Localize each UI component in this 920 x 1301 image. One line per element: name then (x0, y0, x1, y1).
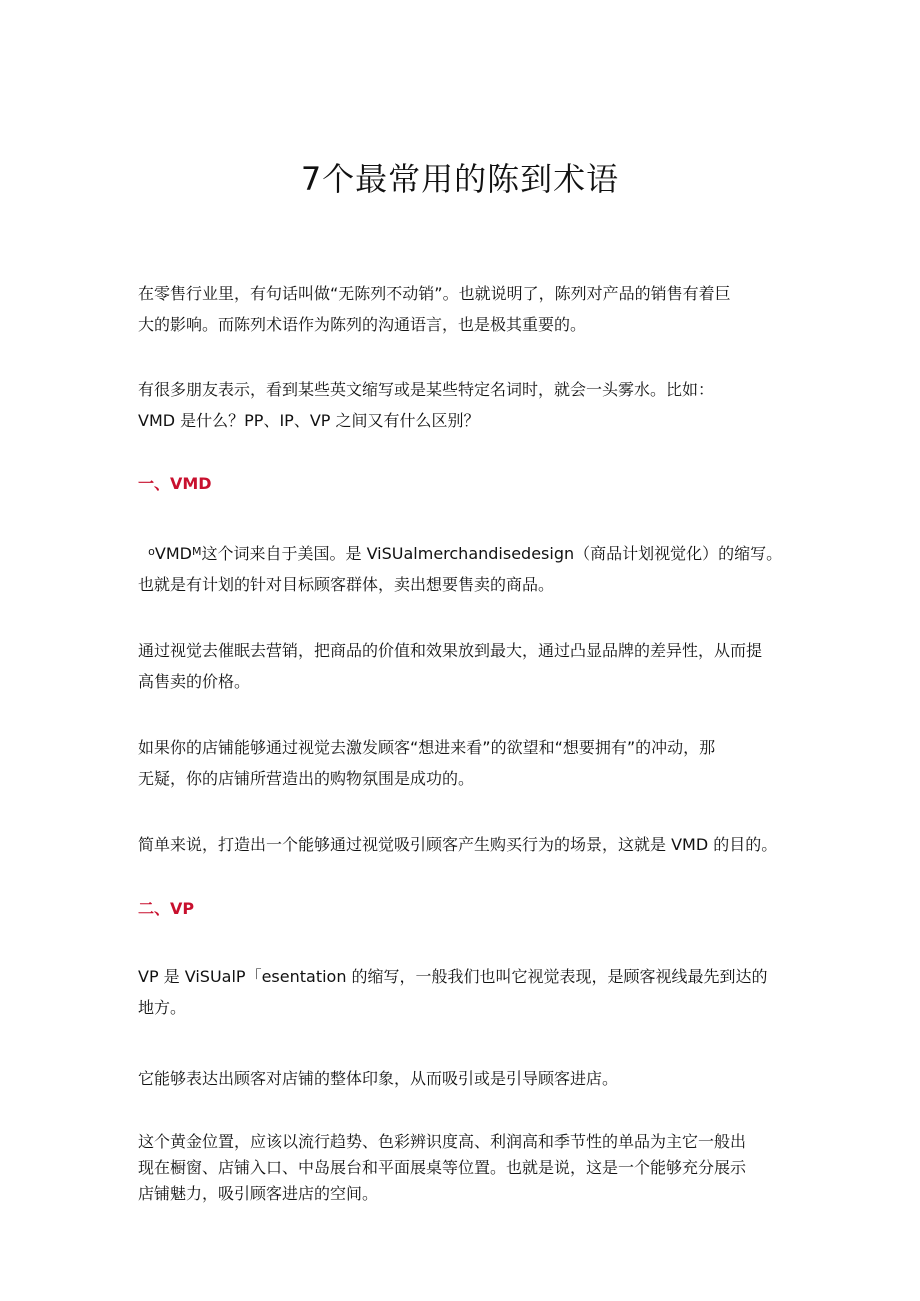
vmd-p1-line-1 (138, 538, 788, 569)
vmd-p2-line-1: 通过视觉去催眠去营销，把商品的价值和效果放到最大，通过凸显品牌的差异性，从而提 (138, 641, 763, 660)
question-line-2: VMD 是什么？PP、IP、VP 之间又有什么区别？ (138, 411, 480, 430)
vp-paragraph-1 (138, 961, 788, 1023)
vmd-small-mark-1: o (148, 545, 155, 558)
section-heading-vmd: 一、VMD (138, 474, 212, 493)
vp-p2-line-1: 它能够表达出顾客对店铺的整体印象，从而吸引或是引导顾客进店。 (138, 1069, 619, 1088)
vmd-small-mark-2: M (191, 545, 202, 558)
vmd-paragraph-4 (138, 829, 788, 860)
vp-p1-line-2: 地方。 (138, 998, 187, 1017)
question-paragraph (138, 374, 788, 436)
vmd-p2-line-2: 高售卖的价格。 (138, 672, 251, 691)
vp-paragraph-2 (138, 1063, 788, 1094)
section-heading-vp: 二、VP (138, 899, 195, 918)
document-title: 7个最常用的陈到术语 (300, 160, 620, 198)
vp-p3-line-1: 这个黄金位置，应该以流行趋势、色彩辨识度高、利润高和季节性的单品为主它一般出 (138, 1132, 747, 1151)
intro-line-1: 在零售行业里，有句话叫做“无陈列不动销”。也就说明了，陈列对产品的销售有着巨 (138, 284, 731, 303)
vmd-p3-line-2: 无疑，你的店铺所营造出的购物氛围是成功的。 (138, 769, 475, 788)
vmd-term: VMD (154, 544, 192, 563)
intro-paragraph (138, 278, 788, 340)
vmd-p1-line-2: 也就是有计划的针对目标顾客群体，卖出想要售卖的商品。 (138, 575, 555, 594)
question-line-1: 有很多朋友表示，看到某些英文缩写或是某些特定名词时，就会一头雾水。比如： (138, 380, 715, 399)
vp-p3-line-2: 现在橱窗、店铺入口、中岛展台和平面展桌等位置。也就是说，这是一个能够充分展示 (138, 1158, 747, 1177)
vmd-paragraph-3 (138, 732, 788, 794)
vp-p1-line-1: VP 是 ViSUalP「esentation 的缩写，一般我们也叫它视觉表现，是顾客视线最先到达的 (138, 967, 768, 986)
intro-line-2: 大的影响。而陈列术语作为陈列的沟通语言，也是极其重要的。 (138, 315, 587, 334)
vmd-p1-line-1-rest: 这个词来自于美国。是 ViSUalmerchandisedesign（商品计划视觉化）的缩写。 (201, 544, 783, 563)
vmd-paragraph-2 (138, 635, 788, 697)
vmd-paragraph-1 (138, 538, 788, 600)
vmd-p3-line-1: 如果你的店铺能够通过视觉去激发顾客“想进来看”的欲望和“想要拥有”的冲动，那 (138, 738, 716, 757)
vp-p3-line-3: 店铺魅力，吸引顾客进店的空间。 (138, 1184, 379, 1203)
vmd-p4-line-1: 简单来说，打造出一个能够通过视觉吸引顾客产生购买行为的场景，这就是 VMD 的目的。 (138, 835, 778, 854)
vp-paragraph-3 (138, 1129, 788, 1207)
